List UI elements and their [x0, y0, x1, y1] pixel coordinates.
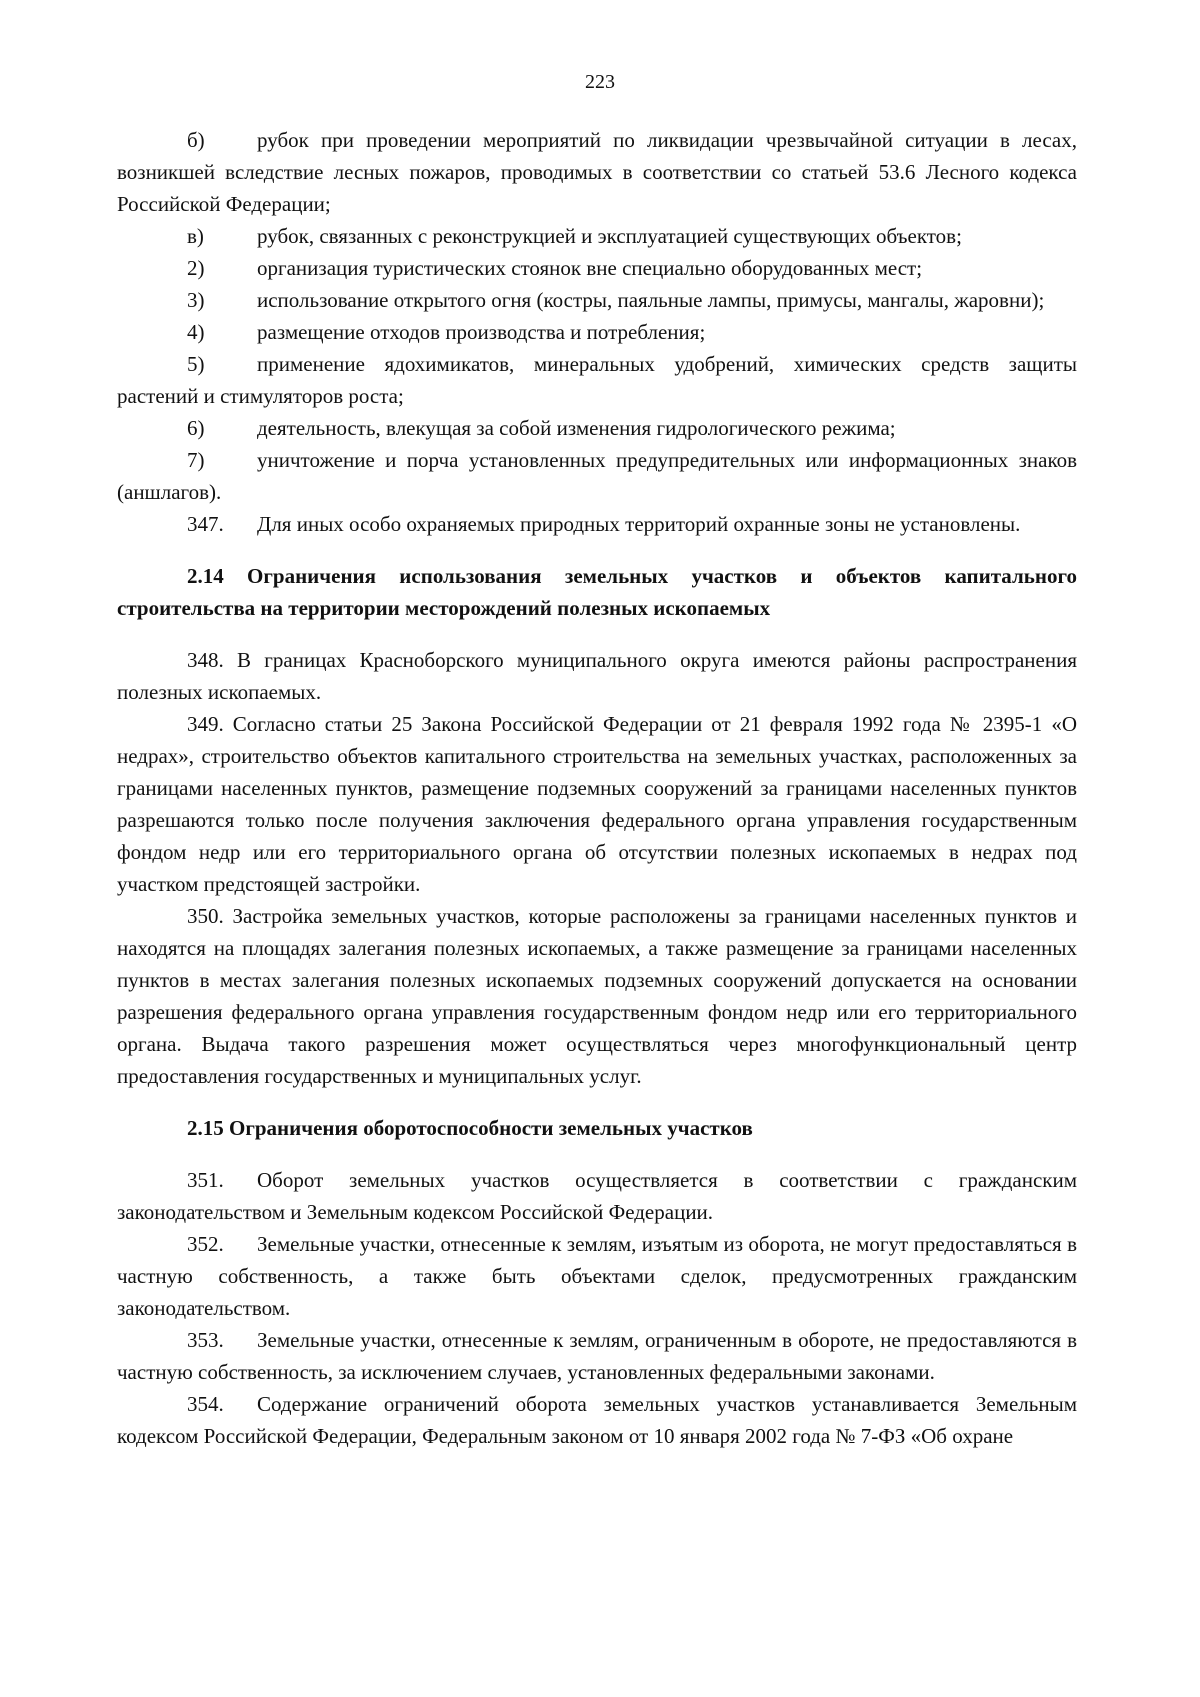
list-item: [117, 1164, 1077, 1228]
item-text: рубок, связанных с реконструкцией и эксплуатацией существующих объектов;: [257, 224, 962, 248]
list-item: [117, 316, 1077, 348]
item-marker: 7): [187, 448, 205, 472]
paragraph: 350. Застройка земельных участков, которые расположены за границами населенных пунктов и находятся на площадях залегания полезных ископаемых, а также размещение за границами населенных пунктов в местах залегания полезных ископаемых подземных сооружений допускается на основании разрешения федерального органа управления государственным фондом недр или его территориального органа. Выдача такого разрешения может осуществляться через многофункциональный центр предоставления государственных и муниципальных услуг.: [117, 904, 1077, 1088]
list-item: [117, 1324, 1077, 1388]
item-marker: 353.: [187, 1328, 224, 1352]
item-text: размещение отходов производства и потребления;: [257, 320, 706, 344]
item-text: Оборот земельных участков осуществляется в соответствии с гражданским законодательством и Земельным кодексом Российской Федерации.: [117, 1168, 1077, 1224]
item-marker: 354.: [187, 1392, 224, 1416]
list-item: [117, 348, 1077, 412]
item-text: применение ядохимикатов, минеральных удобрений, химических средств защиты растений и стимуляторов роста;: [117, 352, 1077, 408]
paragraph: 348. В границах Красноборского муниципального округа имеются районы распространения полезных ископаемых.: [117, 648, 1077, 704]
list-item: [117, 1228, 1077, 1324]
list-item: [117, 124, 1077, 220]
item-text: Содержание ограничений оборота земельных участков устанавливается Земельным кодексом Российской Федерации, Федеральным законом от 10 января 2002 года № 7-ФЗ «Об охране: [117, 1392, 1077, 1448]
item-marker: 2): [187, 256, 205, 280]
list-item: [117, 412, 1077, 444]
section-heading-2-14: 2.14 Ограничения использования земельных участков и объектов капитального строительства на территории месторождений полезных ископаемых: [117, 564, 1077, 620]
list-item: [117, 284, 1077, 316]
paragraph: 349. Согласно статьи 25 Закона Российской Федерации от 21 февраля 1992 года № 2395-1 «О недрах», строительство объектов капитального строительства на земельных участках, расположенных за границами населенных пунктов, размещение подземных сооружений за границами населенных пунктов разрешаются только после получения заключения федерального органа управления государственным фондом недр или его территориального органа об отсутствии полезных ископаемых в недрах под участком предстоящей застройки.: [117, 712, 1077, 896]
document-body: [117, 124, 1077, 1452]
item-text: Земельные участки, отнесенные к землям, изъятым из оборота, не могут предоставляться в частную собственность, а также быть объектами сделок, предусмотренных гражданским законодательством.: [117, 1232, 1077, 1320]
list-item: [117, 1388, 1077, 1452]
item-text: уничтожение и порча установленных предупредительных или информационных знаков (аншлагов).: [117, 448, 1077, 504]
list-item: [117, 252, 1077, 284]
list-item: [117, 220, 1077, 252]
item-marker: 351.: [187, 1168, 224, 1192]
item-text: использование открытого огня (костры, паяльные лампы, примусы, мангалы, жаровни);: [257, 288, 1045, 312]
item-marker: 352.: [187, 1232, 224, 1256]
section-heading-2-15: 2.15 Ограничения оборотоспособности земельных участков: [187, 1116, 753, 1140]
list-item: [117, 508, 1077, 540]
item-marker: 3): [187, 288, 205, 312]
page-number: 223: [585, 71, 615, 93]
item-text: Земельные участки, отнесенные к землям, ограниченным в обороте, не предоставляются в частную собственность, за исключением случаев, установленных федеральными законами.: [117, 1328, 1077, 1384]
restrictions-list: [117, 124, 1077, 540]
item-text: деятельность, влекущая за собой изменения гидрологического режима;: [257, 416, 896, 440]
section-2-14-body: [117, 644, 1077, 1092]
item-text: организация туристических стоянок вне специально оборудованных мест;: [257, 256, 923, 280]
item-marker: 347.: [187, 512, 224, 536]
list-item: [117, 444, 1077, 508]
item-marker: 5): [187, 352, 205, 376]
item-text: рубок при проведении мероприятий по ликвидации чрезвычайной ситуации в лесах, возникшей вследствие лесных пожаров, проводимых в соответствии со статьей 53.6 Лесного кодекса Российской Федерации;: [117, 128, 1077, 216]
item-text: Для иных особо охраняемых природных территорий охранные зоны не установлены.: [257, 512, 1021, 536]
item-marker: 4): [187, 320, 205, 344]
item-marker: в): [187, 224, 204, 248]
item-marker: 6): [187, 416, 205, 440]
item-marker: б): [187, 128, 205, 152]
section-2-15-body: [117, 1164, 1077, 1452]
